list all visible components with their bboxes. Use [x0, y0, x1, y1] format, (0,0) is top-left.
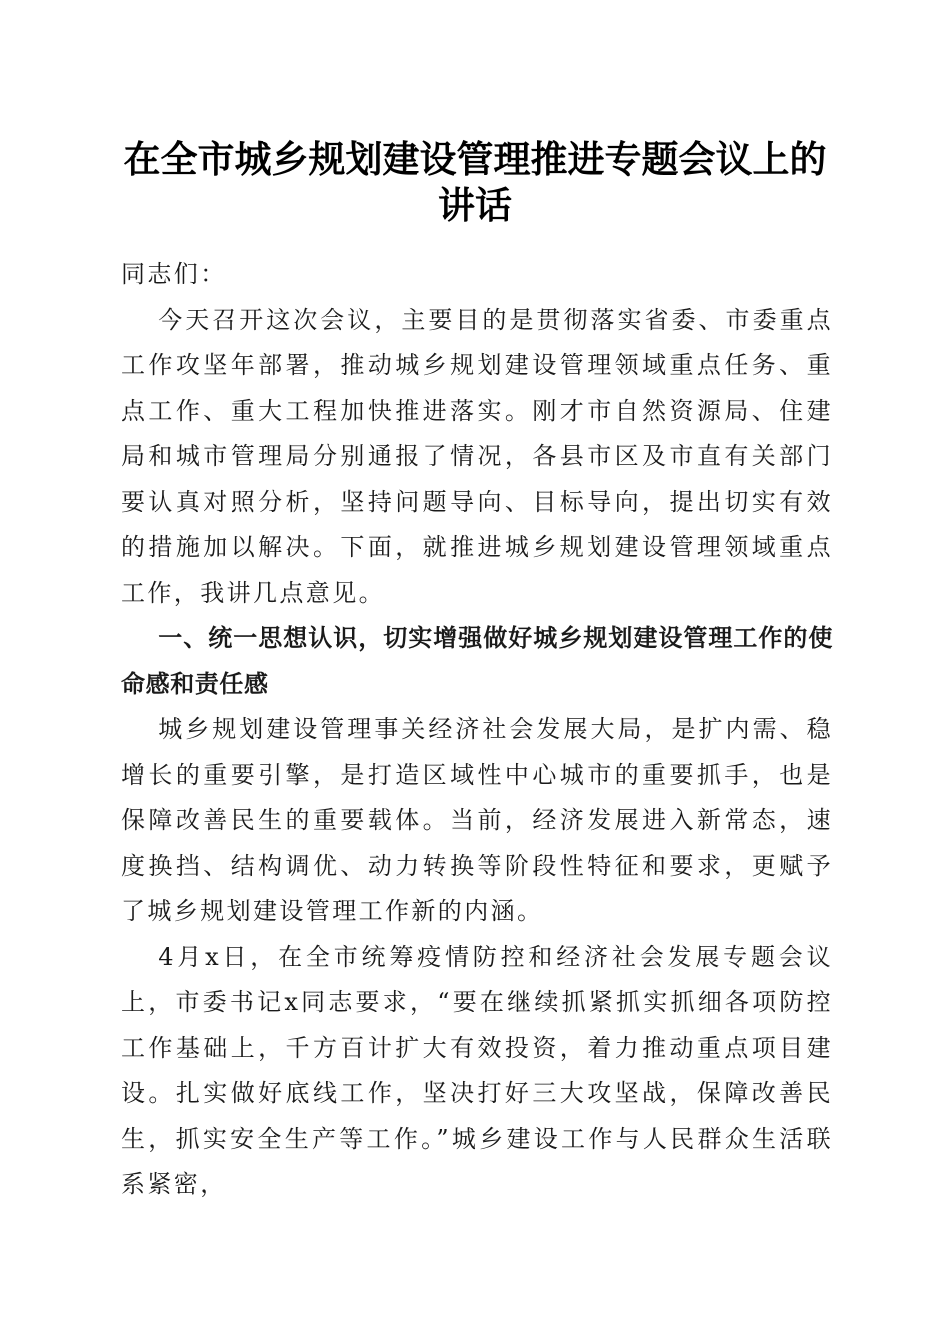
- salutation: 同志们：: [121, 260, 227, 288]
- document-title: 在全市城乡规划建设管理推进专题会议上的讲话: [123, 137, 827, 227]
- section-paragraph: 城乡规划建设管理事关经济社会发展大局，是扩内需、稳增长的重要引擎，是打造区域性中心城市的重要抓手，也是保障改善民生的重要载体。当前，经济发展进入新常态，速度换挡、结构调优、动力转换等阶段性特征和要求，更赋予了城乡规划建设管理工作新的内涵。: [121, 715, 833, 925]
- section-paragraph: 4月x日，在全市统筹疫情防控和经济社会发展专题会议上，市委书记x同志要求，“要在继续抓紧抓实抓细各项防控工作基础上，千方百计扩大有效投资，着力推动重点项目建设。扎实做好底线工作，坚决打好三大攻坚战，保障改善民生，抓实安全生产等工作。”城乡建设工作与人民群众生活联系紧密，: [121, 942, 833, 1198]
- intro-paragraph: 今天召开这次会议，主要目的是贯彻落实省委、市委重点工作攻坚年部署，推动城乡规划建设管理领域重点任务、重点工作、重大工程加快推进落实。刚才市自然资源局、住建局和城市管理局分别通报了情况，各县市区及市直有关部门要认真对照分析，坚持问题导向、目标导向，提出切实有效的措施加以解决。下面，就推进城乡规划建设管理领域重点工作，我讲几点意见。: [121, 305, 833, 607]
- section-heading: 一、统一思想认识，切实增强做好城乡规划建设管理工作的使命感和责任感: [121, 624, 833, 698]
- document-body: [121, 252, 833, 1208]
